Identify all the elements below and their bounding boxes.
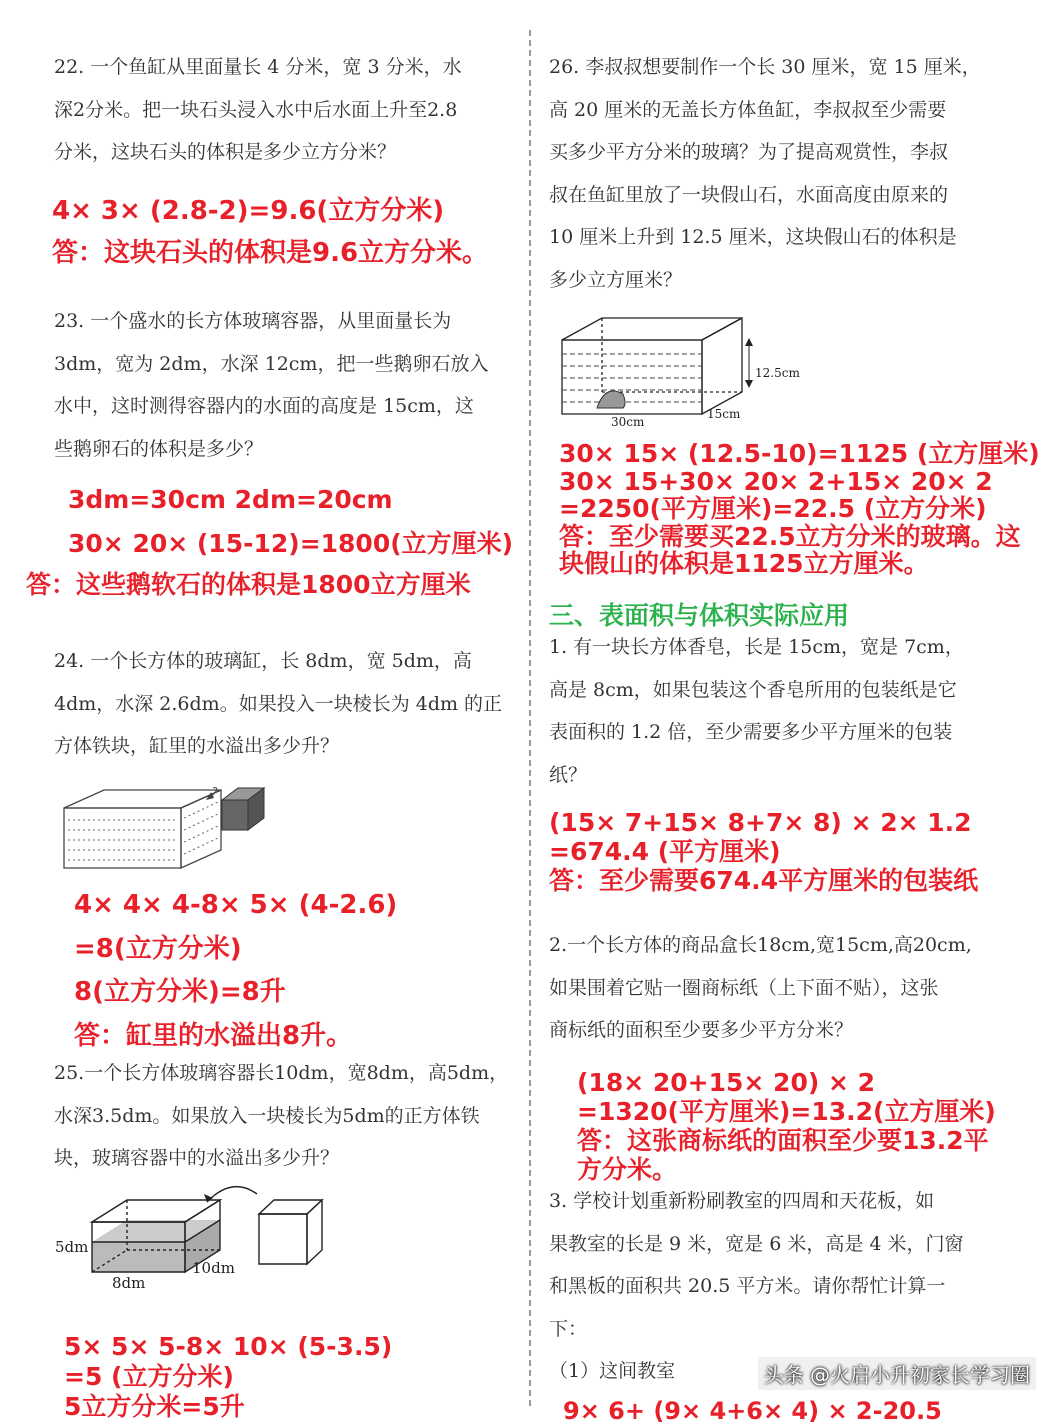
question-line: 3. 学校计划重新粉刷教室的四周和天花板，如 [549, 1190, 935, 1212]
question-line: 果教室的长是 9 米，宽是 6 米，高是 4 米，门窗 [549, 1232, 964, 1255]
answer-line: (15× 7+15× 8+7× 8) × 2× 1.2 [549, 808, 972, 837]
width-label: 8dm [112, 1274, 146, 1292]
answer-line: 块假山的体积是1125立方厘米。 [559, 549, 929, 578]
answer-line: =5 (立方分米) [64, 1362, 234, 1391]
question-line: 2.一个长方体的商品盒长18cm,宽15cm,高20cm, [549, 934, 972, 956]
answer-1 [549, 808, 978, 895]
problem-1 [549, 626, 964, 796]
width-label: 15cm [707, 407, 741, 421]
answer-26 [559, 440, 1040, 578]
question-line: 深2分米。把一块石头浸入水中后水面上升至2.8 [54, 98, 458, 121]
question-26 [549, 46, 981, 301]
answer-line: 30× 15× (12.5-10)=1125 (立方厘米) [559, 439, 1040, 468]
answer-line: 30× 20× (15-12)=1800(立方厘米) [68, 529, 514, 558]
question-line: 22. 一个鱼缸从里面量长 4 分米，宽 3 分米，水 [54, 56, 462, 78]
length-label: 10dm [192, 1259, 235, 1277]
question-line: 25.一个长方体玻璃容器长10dm，宽8dm，高5dm， [54, 1062, 509, 1084]
answer-line: 4× 3× (2.8-2)=9.6(立方分米) [52, 196, 445, 226]
question-line: 多少立方厘米？ [549, 268, 683, 291]
question-line: 4dm，水深 2.6dm。如果投入一块棱长为 4dm 的正 [54, 692, 503, 715]
question-line: 如果围着它贴一圈商标纸（上下面不贴），这张 [549, 976, 939, 999]
answer-line: 5× 5× 5-8× 10× (5-3.5) [64, 1332, 393, 1361]
height-label: 12.5cm [755, 366, 800, 380]
answer-line: 方分米。 [577, 1155, 678, 1184]
question-24 [54, 640, 502, 768]
question-line: 表面积的 1.2 倍，至少需要多少平方厘米的包装 [549, 721, 953, 743]
answer-line: 答：这块石头的体积是9.6立方分米。 [52, 238, 489, 268]
question-line: 叔在鱼缸里放了一块假山石，水面高度由原来的 [549, 183, 949, 206]
question-line: 10 厘米上升到 12.5 厘米，这块假山石的体积是 [549, 226, 957, 248]
watermark: 头条 @火启小升初家长学习圈 [758, 1357, 1036, 1390]
answer-line: =2250(平方厘米)=22.5 (立方分米) [559, 494, 987, 523]
problem-2 [549, 924, 972, 1052]
right-column [535, 0, 1058, 1425]
question-line: 方体铁块，缸里的水溢出多少升？ [54, 735, 340, 757]
question-line: 1. 有一块长方体香皂，长是 15cm，宽是 7cm， [549, 636, 964, 658]
length-label: 30cm [611, 415, 645, 429]
question-line: （1）这间教室 [549, 1360, 676, 1382]
answer-line: (18× 20+15× 20) × 2 [577, 1068, 876, 1097]
answer-3-partial: 9× 6+ (9× 4+6× 4) × 2-20.5 [563, 1397, 942, 1425]
left-column [0, 0, 528, 1421]
question-line: 商标纸的面积至少要多少平方分米？ [549, 1019, 854, 1041]
question-line: 24. 一个长方体的玻璃缸，长 8dm，宽 5dm，高 [54, 650, 472, 672]
answer-line: 3dm=30cm 2dm=20cm [68, 485, 393, 514]
answer-line: 答：缸里的水溢出8升。 [74, 1020, 353, 1051]
question-line: 下： [549, 1317, 588, 1340]
tank-with-cube-figure [56, 778, 286, 874]
answer-line: 答：这些鹅软石的体积是1800立方厘米 [26, 570, 471, 599]
answer-line: 5立方分米=5升 [64, 1392, 245, 1421]
question-line: 3dm，宽为 2dm，水深 12cm，把一些鹅卵石放入 [54, 352, 489, 375]
fish-tank-figure [557, 312, 837, 430]
question-line: 些鹅卵石的体积是多少？ [54, 437, 264, 460]
answer-24 [74, 884, 397, 1058]
question-line: 水中，这时测得容器内的水面的高度是 15cm，这 [54, 395, 474, 417]
question-line: 和黑板的面积共 20.5 平方米。请你帮忙计算一 [549, 1275, 946, 1297]
answer-line: =8(立方分米) [74, 933, 242, 964]
question-line: 高是 8cm，如果包装这个香皂所用的包装纸是它 [549, 678, 957, 701]
answer-line: 答：这张商标纸的面积至少要13.2平 [577, 1126, 989, 1155]
question-line: 23. 一个盛水的长方体玻璃容器，从里面量长为 [54, 310, 452, 332]
answer-line: 8(立方分米)=8升 [74, 977, 286, 1007]
question-line: 纸？ [549, 763, 588, 786]
question-line: 水深3.5dm。如果放入一块棱长为5dm的正方体铁 [54, 1104, 480, 1127]
answer-23 [68, 478, 513, 566]
container-with-cube-figure [52, 1176, 342, 1294]
question-line: 分米，这块石头的体积是多少立方分米？ [54, 141, 397, 163]
column-divider [529, 30, 531, 1410]
question-line: 高 20 厘米的无盖长方体鱼缸，李叔叔至少需要 [549, 98, 947, 121]
answer-line: 4× 4× 4-8× 5× (4-2.6) [74, 890, 398, 920]
question-line: 26. 李叔叔想要制作一个长 30 厘米，宽 15 厘米， [549, 56, 981, 78]
answer-2 [577, 1068, 996, 1184]
answer-line: 答：至少需要买22.5立方分米的玻璃。这 [559, 521, 1021, 551]
answer-line: 30× 15+30× 20× 2+15× 20× 2 [559, 466, 993, 496]
question-25 [54, 1052, 508, 1180]
section-heading: 三、表面积与体积实际应用 [549, 601, 850, 630]
question-23 [54, 300, 488, 470]
question-line: 块，玻璃容器中的水溢出多少升？ [54, 1147, 340, 1169]
answer-line: =674.4 (平方厘米) [549, 837, 781, 866]
question-line: 买多少平方分米的玻璃？为了提高观赏性，李叔 [549, 141, 949, 163]
height-label: 5dm [55, 1238, 89, 1256]
answer-25 [64, 1332, 392, 1422]
question-22 [54, 46, 462, 174]
answer-line: 答：至少需要674.4平方厘米的包装纸 [549, 866, 979, 895]
answer-23-conclusion [26, 563, 471, 607]
answer-22 [52, 190, 488, 274]
answer-line: =1320(平方厘米)=13.2(立方厘米) [577, 1097, 996, 1126]
